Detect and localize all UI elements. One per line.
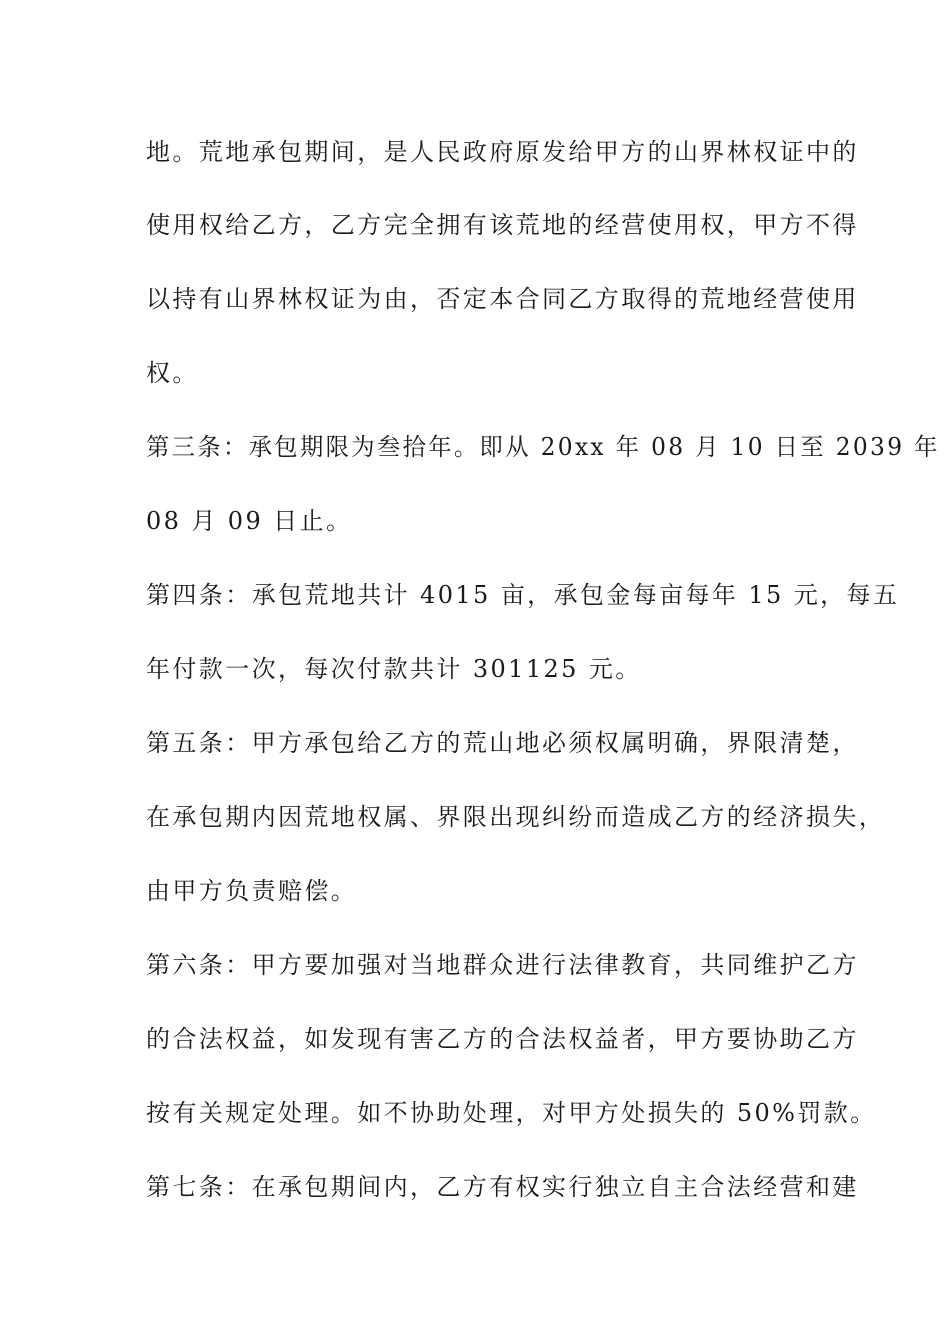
text-line: 地。荒地承包期间，是人民政府原发给甲方的山界林权证中的 — [146, 138, 859, 166]
text-line: 年付款一次，每次付款共计 301125 元。 — [146, 655, 642, 683]
article-4-heading-line: 第四条：承包荒地共计 4015 亩，承包金每亩每年 15 元，每五 — [146, 581, 900, 609]
text-line: 以持有山界林权证为由，否定本合同乙方取得的荒地经营使用 — [146, 285, 859, 313]
text-line: 08 月 09 日止。 — [146, 507, 353, 535]
text-line: 权。 — [146, 359, 199, 387]
text-line: 在承包期内因荒地权属、界限出现纠纷而造成乙方的经济损失， — [146, 803, 886, 831]
text-line: 的合法权益，如发现有害乙方的合法权益者，甲方要协助乙方 — [146, 1025, 859, 1053]
text-line: 按有关规定处理。如不协助处理，对甲方处损失的 50%罚款。 — [146, 1099, 877, 1127]
article-3-heading-line: 第三条：承包期限为叁拾年。即从 20xx 年 08 月 10 日至 2039 年 — [146, 433, 940, 461]
article-5-heading-line: 第五条：甲方承包给乙方的荒山地必须权属明确，界限清楚， — [146, 729, 859, 757]
article-6-heading-line: 第六条：甲方要加强对当地群众进行法律教育，共同维护乙方 — [146, 951, 859, 979]
text-line: 由甲方负责赔偿。 — [146, 877, 358, 905]
text-line: 使用权给乙方，乙方完全拥有该荒地的经营使用权，甲方不得 — [146, 211, 859, 239]
article-7-heading-line: 第七条：在承包期间内，乙方有权实行独立自主合法经营和建 — [146, 1173, 859, 1201]
